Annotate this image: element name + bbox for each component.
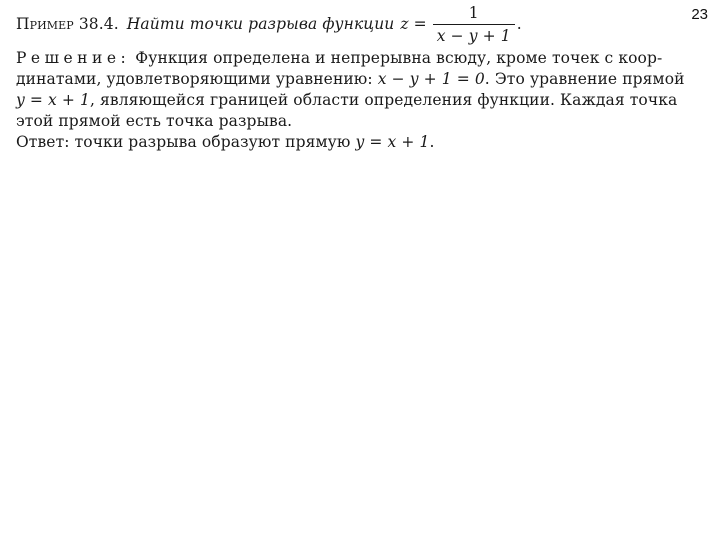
example-label: Пример 38.4.	[16, 14, 119, 33]
answer-equation: y = x + 1	[355, 133, 430, 151]
problem-end: .	[516, 14, 522, 33]
document-body	[16, 2, 688, 153]
answer-end: .	[429, 133, 435, 151]
solution-line-3-text: , являющейся границей области определения функции. Каждая точка	[89, 91, 678, 109]
solution-label: Решение:	[16, 49, 131, 67]
problem-statement	[16, 2, 688, 46]
page-number: 23	[691, 6, 708, 23]
task-text: Найти точки разрыва функции	[126, 14, 395, 33]
solution-line-2-tail: . Это уравнение прямой	[484, 70, 685, 88]
function-lhs: z =	[400, 14, 427, 33]
function-fraction	[433, 4, 515, 45]
answer-line	[16, 132, 688, 153]
solution-line-1-text: Функция определена и непрерывна всюду, кроме точек с коор-	[135, 49, 663, 67]
solution-line-3	[16, 90, 688, 111]
solution-line-4: этой прямой есть точка разрыва.	[16, 112, 293, 130]
fraction-denominator: x − y + 1	[436, 26, 511, 45]
solution-line-1	[16, 48, 688, 69]
solution-paragraph	[16, 48, 688, 153]
solution-line-2-text: динатами, удовлетворяющими уравнению:	[16, 70, 373, 88]
answer-text: Ответ: точки разрыва образуют прямую	[16, 133, 351, 151]
equation-line: x − y + 1 = 0	[377, 70, 485, 88]
solution-line-2	[16, 69, 688, 90]
equation-y: y = x + 1	[16, 91, 90, 109]
fraction-numerator: 1	[468, 3, 479, 22]
